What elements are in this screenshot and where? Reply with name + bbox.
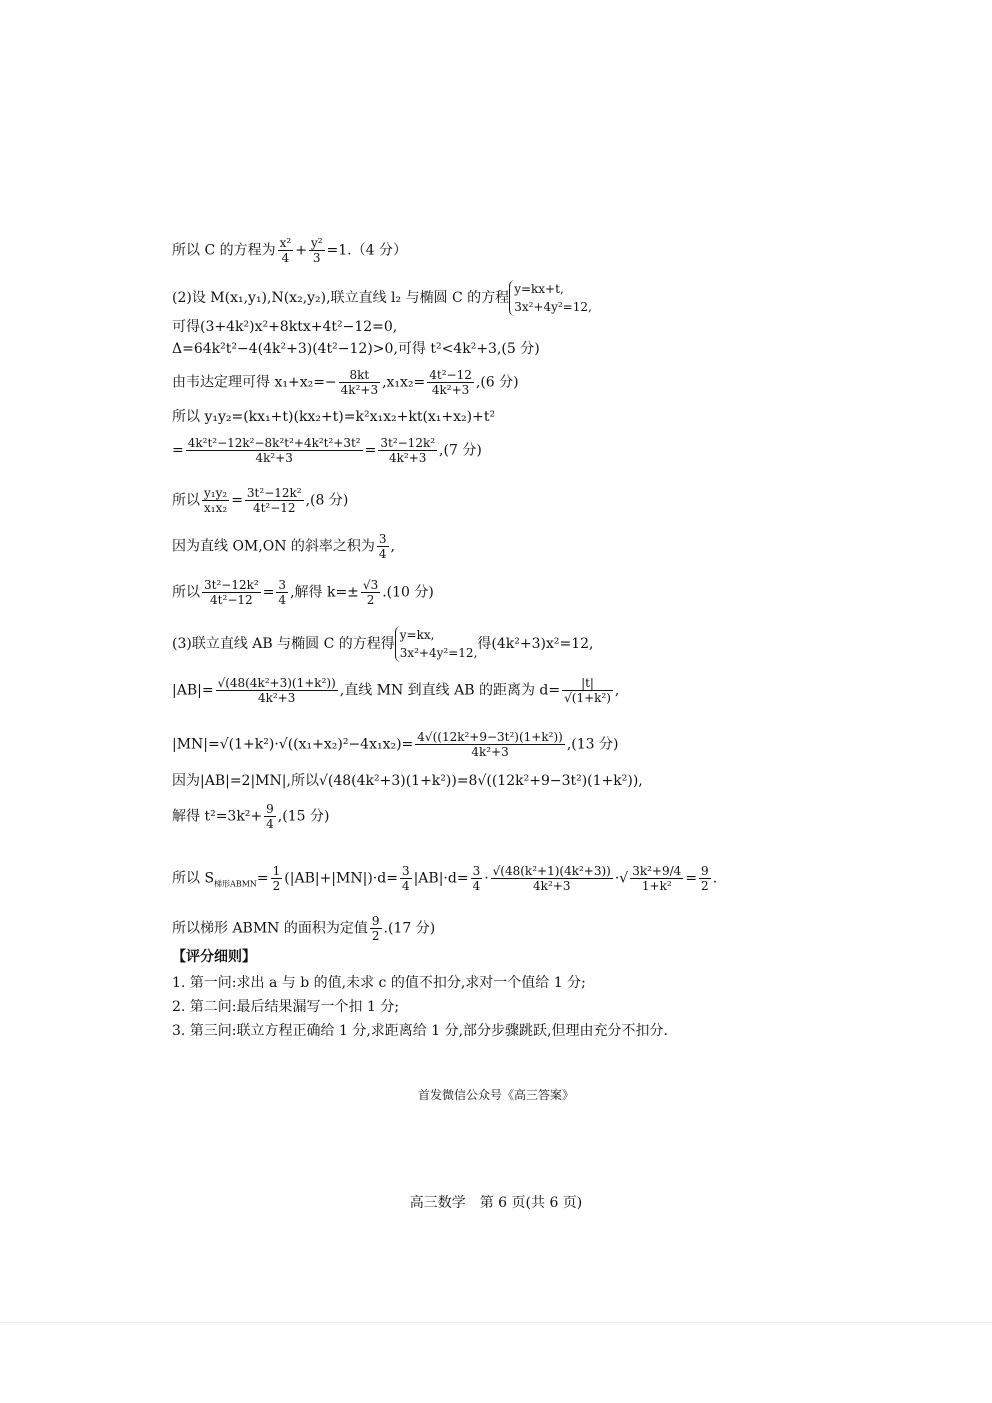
system-brace: y=kx+t, 3x²+4y²=12, [509,280,592,316]
line-solve-t: 解得 t²=3k²+ $\frac{9}{4}$ ,(15 分) [172,802,330,831]
line-ab-eq-2mn: 因为|AB|=2|MN|,所以√(48(4k²+3)(1+k²))=8√((12k²+9−3t²)(1+k²)), [172,773,643,789]
fraction: $\frac{\text{4t²−12}}{\text{4k²+3}}$ [429,368,472,397]
line-quadratic: 可得(3+4k²)x²+8ktx+4t²−12=0, [172,319,398,335]
fraction: $\frac{3}{4}$ [401,864,410,893]
line-slope-product: 因为直线 OM,ON 的斜率之积为 $\frac{3}{4}$ , [172,532,395,561]
watermark-text: 首发微信公众号《高三答案》 [417,1088,574,1102]
fraction: $\frac{|t|}{\text{√(1+k²)}}$ [564,676,611,705]
line-y1y2-result: = $\frac{\text{4k²t²−12k²−8k²t²+4k²t²+3t²}}{\text{4k²+3}}$ = $\frac{\text{3t²−12k²}}{\text{4k²+3}}$ ,(7 分) [172,436,482,465]
fraction: $\frac{\text{√(48(4k²+3)(1+k²))}}{\text{4k²+3}}$ [217,676,336,705]
line-discriminant: Δ=64k²t²−4(4k²+3)(4t²−12)>0,可得 t²<4k²+3,(5 分) [172,341,540,357]
fraction: $\frac{\text{3t²−12k²}}{\text{4k²+3}}$ [380,436,436,465]
text: 所以 C 的方程为 [172,242,276,259]
fraction: $\frac{8kt}{\text{4k²+3}}$ [340,368,379,397]
fraction: $\frac{\text{y²}}{3}$ [310,236,323,265]
fraction: $\frac{\text{3k²+9/4}}{\text{1+k²}}$ [632,864,682,893]
fraction: $\frac{\text{4k²t²−12k²−8k²t²+4k²t²+3t²}}{\text{4k²+3}}$ [187,436,361,465]
rule-2: 2. 第二问:最后结果漏写一个扣 1 分; [172,999,400,1015]
line-ab-length: |AB|= $\frac{\text{√(48(4k²+3)(1+k²))}}{\text{4k²+3}}$ ,直线 MN 到直线 AB 的距离为 d= $\frac{|t|}{\text{√(1+k²)}}$ , [172,676,620,705]
rule-3: 3. 第三问:联立方程正确给 1 分,求距离给 1 分,部分步骤跳跃,但理由充分不扣分. [172,1023,668,1039]
text: =1.（4 分） [326,242,407,259]
line-ellipse-equation: 所以 C 的方程为 $\frac{\text{x²}}{4}$ + $\frac{\text{y²}}{3}$ =1.（4 分） [172,236,407,265]
line-solve-k: 所以 $\frac{\text{3t²−12k²}}{\text{4t²−12}}$ = $\frac{3}{4}$ ,解得 k=± $\frac{√3}{2}$ .(10 分) [172,578,434,607]
system-brace: y=kx, 3x²+4y²=12, [395,626,478,662]
fraction: $\frac{9}{2}$ [371,914,380,943]
fraction: $\frac{\text{3t²−12k²}}{\text{4t²−12}}$ [204,578,259,607]
line-part2-setup [172,280,592,316]
page-footer: 高三数学 第 6 页(共 6 页) [409,1195,583,1211]
fraction: $\frac{\text{y₁y₂}}{\text{x₁x₂}}$ [204,486,228,515]
fraction: $\frac{3}{4}$ [472,864,481,893]
line-mn-length: |MN|=√(1+k²)·√((x₁+x₂)²−4x₁x₂)= $\frac{\text{4√((12k²+9−3t²)(1+k²))}}{\text{4k²+3}}$ ,(13 分) [172,730,619,759]
line-vieta: 由韦达定理可得 x₁+x₂=− $\frac{8kt}{\text{4k²+3}}$ ,x₁x₂= $\frac{\text{4t²−12}}{\text{4k²+3}}$ ,(6 分) [172,368,519,397]
line-conclusion: 所以梯形 ABMN 的面积为定值 $\frac{9}{2}$ .(17 分) [172,914,436,943]
line-area: 所以 $S_{梯形ABMN}=$ $\frac{1}{2}$ (|AB|+|MN|)·d= $\frac{3}{4}$ |AB|·d= $\frac{3}{4}$ · $\frac{\text{√(48(k²+1)(4k²+3))}}{\text{4k²+3}}$ ·√ $\frac{\text{3k²+9/4}}{\text{1+k²}}$ = $\frac{9}{2}$ . [172,864,718,893]
fraction: $\frac{√3}{2}$ [362,578,379,607]
fraction: $\frac{\text{4√((12k²+9−3t²)(1+k²))}}{\text{4k²+3}}$ [417,730,563,759]
fraction: $\frac{\text{√(48(k²+1)(4k²+3))}}{\text{4k²+3}}$ [492,864,611,893]
line-part3-setup: (3)联立直线 AB 与椭圆 C 的方程得 y=kx, 3x²+4y²=12, 得(4k²+3)x²=12, [172,628,594,660]
fraction: $\frac{9}{2}$ [701,864,709,893]
text: (2)设 M(x₁,y₁),N(x₂,y₂),联立直线 l₂ 与椭圆 C 的方程 [172,290,510,306]
fraction: $\frac{\text{x²}}{4}$ [279,236,292,265]
fraction: $\frac{\text{3t²−12k²}}{\text{4t²−12}}$ [246,486,302,515]
fraction: $\frac{1}{2}$ [272,864,281,893]
line-y1y2: 所以 y₁y₂=(kx₁+t)(kx₂+t)=k²x₁x₂+kt(x₁+x₂)+t² [172,409,496,425]
fraction: $\frac{3}{4}$ [378,532,387,561]
fraction: $\frac{9}{4}$ [266,802,274,831]
fraction: $\frac{3}{4}$ [278,578,287,607]
rules-title: 【评分细则】 [172,949,256,965]
rule-1: 1. 第一问:求出 a 与 b 的值,未求 c 的值不扣分,求对一个值给 1 分; [172,975,586,991]
line-ratio: 所以 $\frac{\text{y₁y₂}}{\text{x₁x₂}}$ = $\frac{\text{3t²−12k²}}{\text{4t²−12}}$ ,(8 分) [172,486,349,515]
divider [0,1322,992,1323]
